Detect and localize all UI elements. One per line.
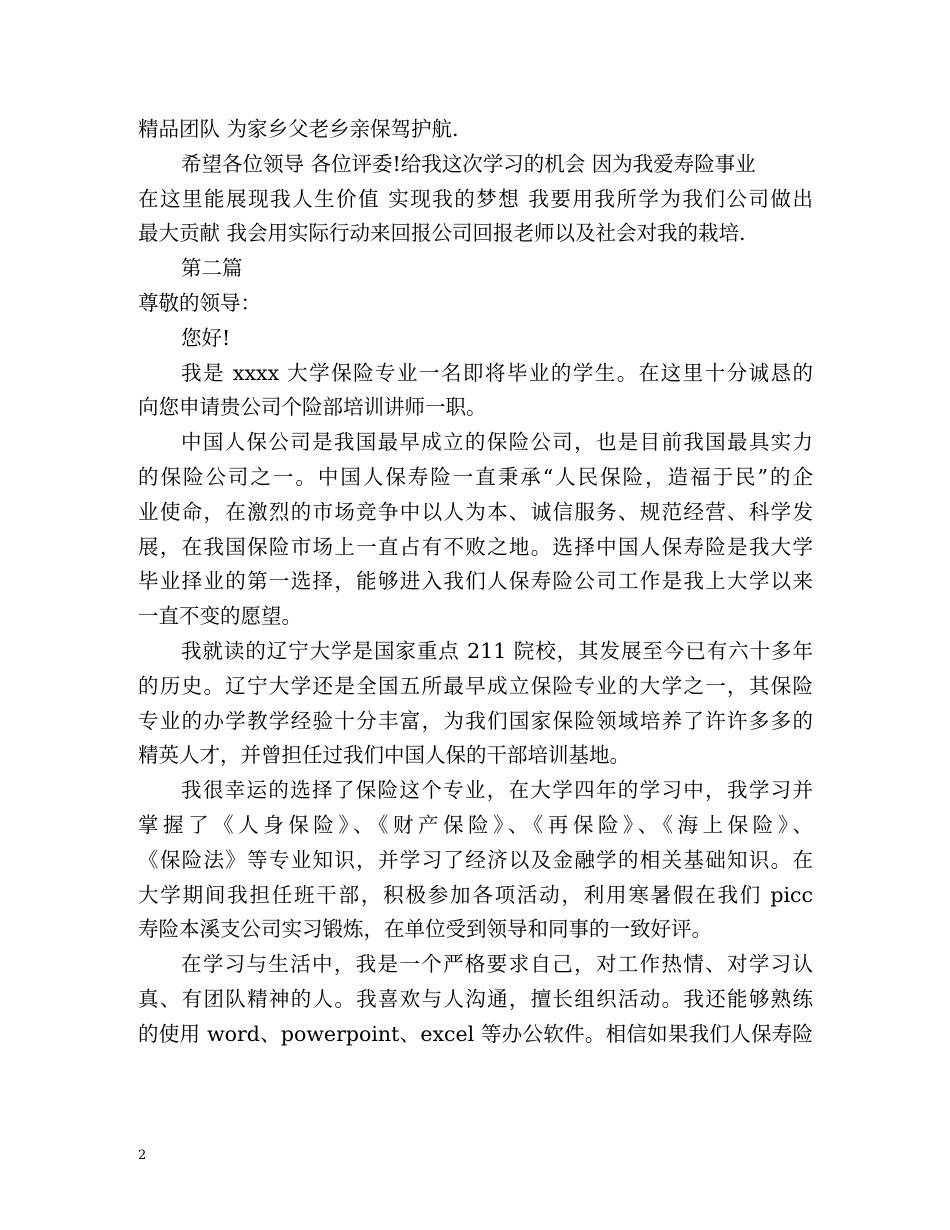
page-number: 2 [138, 1148, 147, 1163]
text-line: 在这里能展现我人生价值 实现我的梦想 我要用我所学为我们公司做出 [138, 186, 813, 211]
text-line: 向您申请贵公司个险部培训讲师一职。 [138, 395, 487, 420]
text-line: 寿险本溪支公司实习锻炼，在单位受到领导和同事的一致好评。 [138, 917, 712, 942]
text-line: 我就读的辽宁大学是国家重点 211 院校，其发展至今已有六十多年 [181, 638, 813, 663]
text-line: 一直不变的愿望。 [138, 604, 302, 629]
salutation: 尊敬的领导： [138, 290, 261, 315]
document-body [138, 112, 813, 1052]
text-line: 的保险公司之一。中国人保寿险一直秉承“人民保险，造福于民”的企 [138, 464, 813, 489]
greeting: 您好! [181, 325, 231, 350]
text-line: 最大贡献 我会用实际行动来回报公司回报老师以及社会对我的栽培. [138, 221, 746, 246]
text-line: 精英人才，并曾担任过我们中国人保的干部培训基地。 [138, 743, 630, 768]
text-line: 我是 xxxx 大学保险专业一名即将毕业的学生。在这里十分诚恳的 [181, 360, 813, 385]
text-line: 掌握了《人身保险》、《财产保险》、《再保险》、《海上保险》、 [138, 812, 813, 837]
text-line: 毕业择业的第一选择，能够进入我们人保寿险公司工作是我上大学以来 [138, 569, 813, 594]
text-line: 大学期间我担任班干部，积极参加各项活动，利用寒暑假在我们 picc [138, 882, 813, 907]
text-line: 真、有团队精神的人。我喜欢与人沟通，擅长组织活动。我还能够熟练 [138, 986, 813, 1011]
text-line: 的使用 word、powerpoint、excel 等办公软件。相信如果我们人保寿险 [138, 1021, 813, 1046]
text-line: 的历史。辽宁大学还是全国五所最早成立保险专业的大学之一，其保险 [138, 673, 813, 698]
text-line: 在学习与生活中，我是一个严格要求自己，对工作热情、对学习认 [181, 952, 813, 977]
text-line: 我很幸运的选择了保险这个专业，在大学四年的学习中，我学习并 [181, 778, 813, 803]
text-line: 业使命，在激烈的市场竞争中以人为本、诚信服务、规范经营、科学发 [138, 499, 813, 524]
text-line: 展，在我国保险市场上一直占有不败之地。选择中国人保寿险是我大学 [138, 534, 813, 559]
text-line: 中国人保公司是我国最早成立的保险公司，也是目前我国最具实力 [181, 430, 813, 455]
text-line: 《保险法》等专业知识，并学习了经济以及金融学的相关基础知识。在 [138, 847, 813, 872]
text-line: 希望各位领导 各位评委!给我这次学习的机会 因为我爱寿险事业 [181, 151, 756, 176]
section-heading: 第二篇 [181, 256, 243, 281]
text-line: 专业的办学教学经验十分丰富，为我们国家保险领域培养了许许多多的 [138, 708, 813, 733]
text-line: 精品团队 为家乡父老乡亲保驾护航. [138, 117, 459, 141]
